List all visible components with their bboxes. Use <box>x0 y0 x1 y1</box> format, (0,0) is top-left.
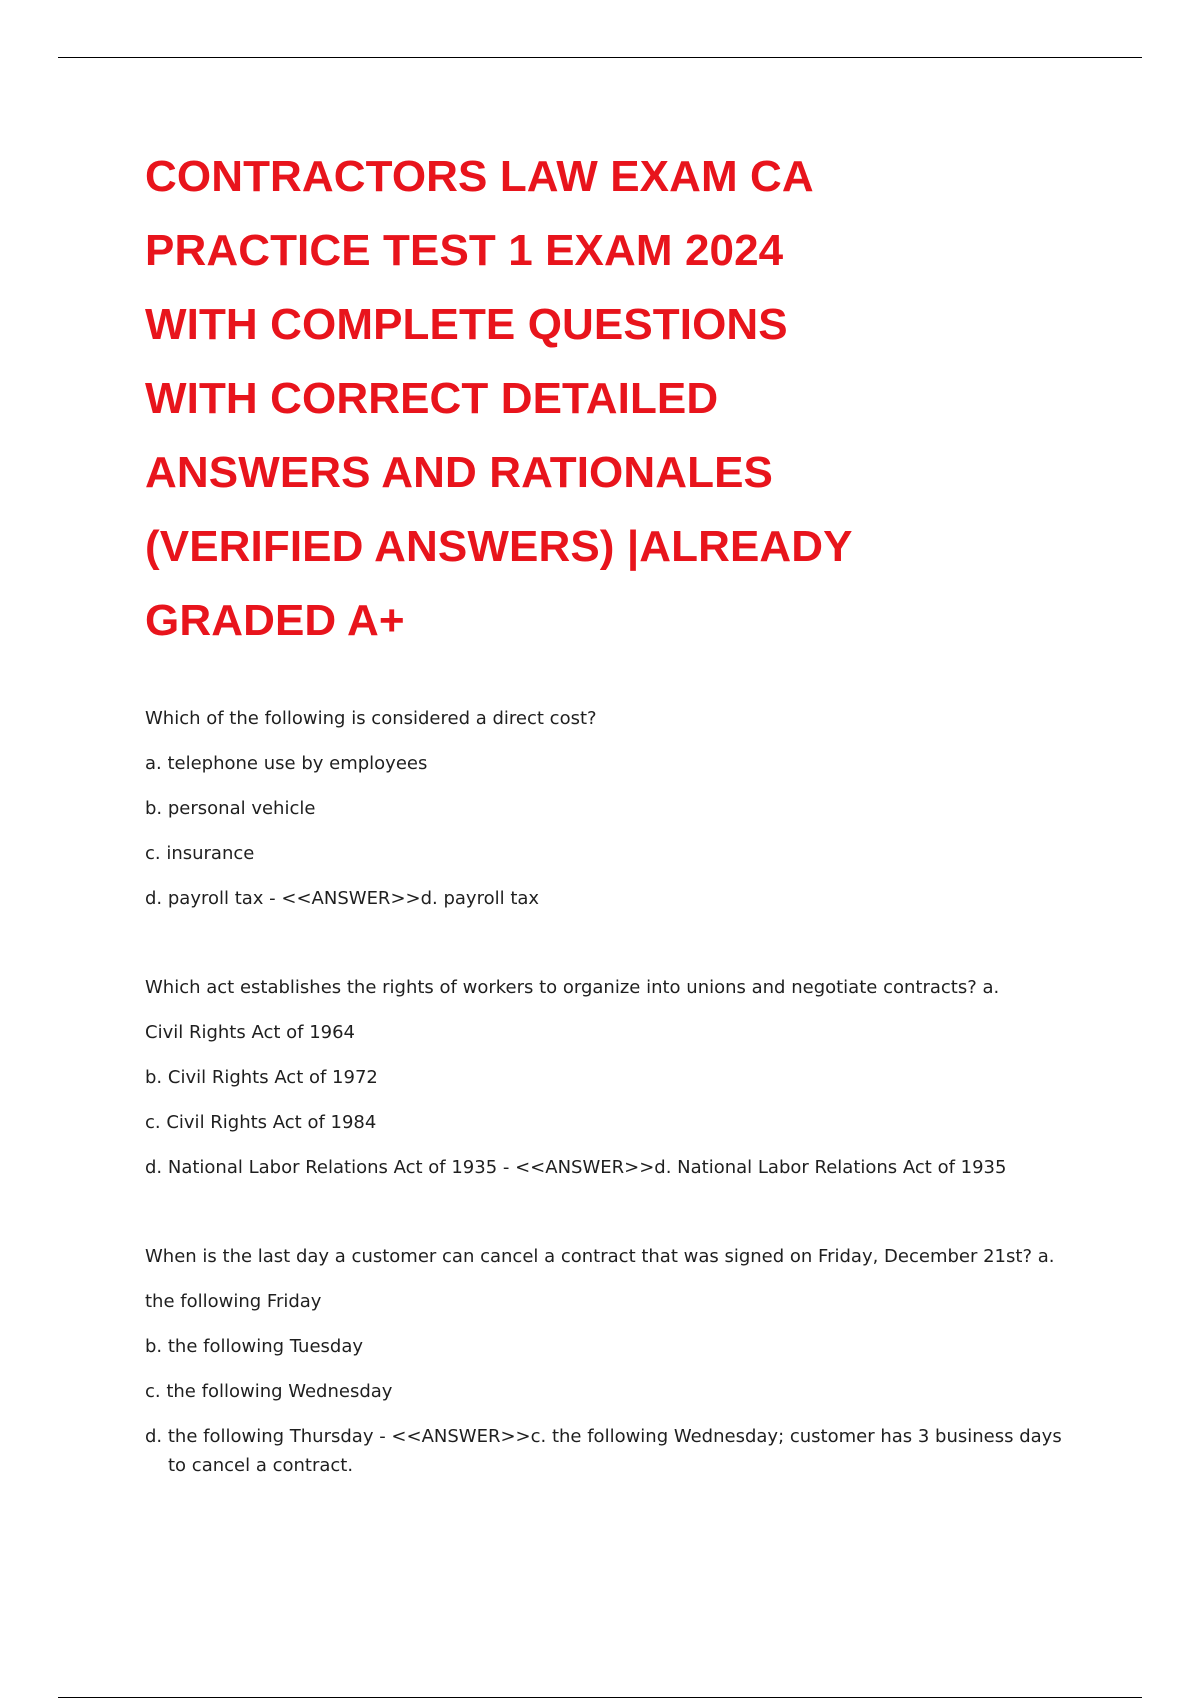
answer-continuation: to cancel a contract. <box>168 1455 354 1476</box>
answer-option-a: the following Friday <box>145 1291 322 1312</box>
bottom-rule <box>58 1697 1142 1698</box>
answer-option-c: c. insurance <box>145 843 255 864</box>
question-text: Which act establishes the rights of workers to organize into unions and negotiate contracts? a. <box>145 977 1000 998</box>
answer-option-c: c. Civil Rights Act of 1984 <box>145 1112 377 1133</box>
document-title <box>145 140 1045 658</box>
answer-option-b: b. the following Tuesday <box>145 1336 364 1357</box>
answer-option-a: a. telephone use by employees <box>145 753 428 774</box>
top-rule <box>58 57 1142 58</box>
question-text: When is the last day a customer can cancel a contract that was signed on Friday, December 21st? a. <box>145 1246 1055 1267</box>
title-line: GRADED A+ <box>145 596 405 645</box>
question-block-2 <box>145 965 1095 1190</box>
answer-option-c: c. the following Wednesday <box>145 1381 393 1402</box>
title-line: WITH COMPLETE QUESTIONS <box>145 300 788 349</box>
title-line: ANSWERS AND RATIONALES <box>145 448 773 497</box>
answer-option-d: d. National Labor Relations Act of 1935 - <<ANSWER>>d. National Labor Relations Act of 1935 <box>145 1157 1007 1178</box>
answer-option-d: d. the following Thursday - <<ANSWER>>c. the following Wednesday; customer has 3 business days <box>145 1426 1062 1447</box>
title-line: PRACTICE TEST 1 EXAM 2024 <box>145 226 784 275</box>
answer-option-d: d. payroll tax - <<ANSWER>>d. payroll tax <box>145 888 540 909</box>
question-text: Which of the following is considered a direct cost? <box>145 708 597 729</box>
question-block-1 <box>145 696 1095 921</box>
title-line: (VERIFIED ANSWERS) |ALREADY <box>145 522 853 571</box>
answer-option-a: Civil Rights Act of 1964 <box>145 1022 355 1043</box>
title-line: WITH CORRECT DETAILED <box>145 374 719 423</box>
answer-option-b: b. Civil Rights Act of 1972 <box>145 1067 378 1088</box>
title-line: CONTRACTORS LAW EXAM CA <box>145 152 814 201</box>
answer-option-b: b. personal vehicle <box>145 798 316 819</box>
question-block-3 <box>145 1234 1095 1481</box>
question-list <box>145 696 1095 1525</box>
